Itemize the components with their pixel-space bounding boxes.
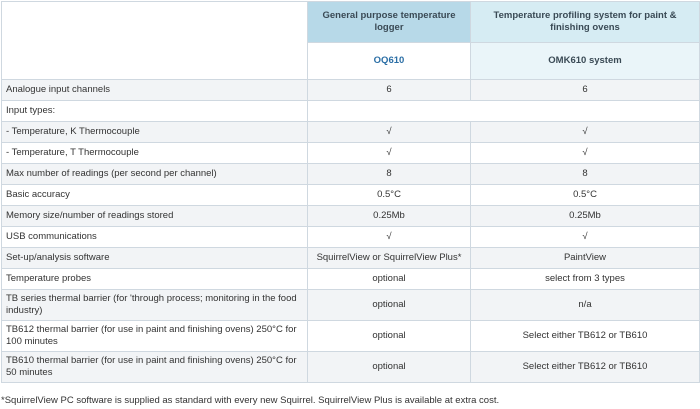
row-value-a: 0.25Mb (308, 206, 471, 227)
row-value-b: √ (471, 122, 700, 143)
row-label: - Temperature, T Thermocouple (2, 143, 308, 164)
row-value-b: Select either TB612 or TB610 (471, 352, 700, 383)
row-value-b: select from 3 types (471, 269, 700, 290)
row-label: Input types: (2, 101, 308, 122)
table-row (2, 185, 700, 206)
row-value-b: n/a (471, 290, 700, 321)
row-value-a: 0.5°C (308, 185, 471, 206)
row-value-span (308, 101, 700, 122)
row-value-b: √ (471, 227, 700, 248)
row-value-b: 0.25Mb (471, 206, 700, 227)
table-row (2, 122, 700, 143)
row-value-a: 8 (308, 164, 471, 185)
table-row (2, 101, 700, 122)
table-row (2, 164, 700, 185)
table-row (2, 290, 700, 321)
header-blank-cell (2, 2, 308, 80)
row-value-b: PaintView (471, 248, 700, 269)
row-value-b: √ (471, 143, 700, 164)
row-value-a: √ (308, 143, 471, 164)
row-value-a: √ (308, 227, 471, 248)
footnote: *SquirrelView PC software is supplied as standard with every new Squirrel. SquirrelView Plus is available at extra cost. (1, 395, 500, 406)
row-value-b: Select either TB612 or TB610 (471, 321, 700, 352)
row-label: Memory size/number of readings stored (2, 206, 308, 227)
row-value-b: 6 (471, 80, 700, 101)
row-value-b: 0.5°C (471, 185, 700, 206)
spec-comparison-table (1, 1, 700, 383)
table-row (2, 227, 700, 248)
row-value-a: SquirrelView or SquirrelView Plus* (308, 248, 471, 269)
table-row (2, 269, 700, 290)
row-value-a: optional (308, 352, 471, 383)
row-label: Temperature probes (2, 269, 308, 290)
header-row (2, 2, 700, 43)
row-label: - Temperature, K Thermocouple (2, 122, 308, 143)
row-value-a: optional (308, 269, 471, 290)
table-row (2, 321, 700, 352)
header-general-purpose: General purpose temperature logger (308, 2, 471, 43)
row-label: Set-up/analysis software (2, 248, 308, 269)
row-value-a: optional (308, 321, 471, 352)
row-label: TB series thermal barrier (for 'through process; monitoring in the food industry) (2, 290, 308, 321)
spec-table-container (1, 1, 699, 383)
model-omk610: OMK610 system (471, 43, 700, 80)
header-profiling-system: Temperature profiling system for paint & finishing ovens (471, 2, 700, 43)
row-label: Basic accuracy (2, 185, 308, 206)
row-value-a: 6 (308, 80, 471, 101)
row-label: TB612 thermal barrier (for use in paint and finishing ovens) 250°C for 100 minutes (2, 321, 308, 352)
table-row (2, 80, 700, 101)
row-label: USB communications (2, 227, 308, 248)
row-value-a: √ (308, 122, 471, 143)
table-row (2, 143, 700, 164)
table-row (2, 206, 700, 227)
row-value-a: optional (308, 290, 471, 321)
row-value-b: 8 (471, 164, 700, 185)
model-oq610-link[interactable]: OQ610 (308, 43, 471, 80)
row-label: Analogue input channels (2, 80, 308, 101)
row-label: Max number of readings (per second per channel) (2, 164, 308, 185)
table-row (2, 248, 700, 269)
table-row (2, 352, 700, 383)
row-label: TB610 thermal barrier (for use in paint and finishing ovens) 250°C for 50 minutes (2, 352, 308, 383)
